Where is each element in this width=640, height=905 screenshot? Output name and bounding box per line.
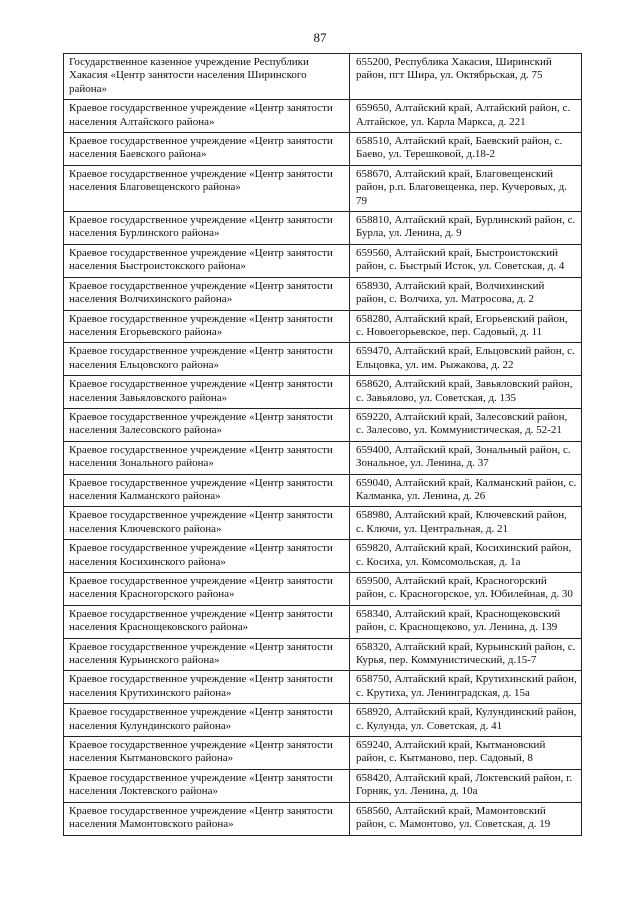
table-row [64, 737, 582, 770]
table-row [64, 441, 582, 474]
table-row [64, 769, 582, 802]
institution-address-cell: 659500, Алтайский край, Красногорский район, с. Красногорское, ул. Юбилейная, д. 30 [350, 573, 582, 606]
institution-name-cell: Краевое государственное учреждение «Центр занятости населения Кытмановского района» [64, 737, 350, 770]
institution-address-cell: 659240, Алтайский край, Кытмановский район, с. Кытманово, пер. Садовый, 8 [350, 737, 582, 770]
table-row [64, 408, 582, 441]
table-row [64, 343, 582, 376]
table-row [64, 310, 582, 343]
institution-name-cell: Краевое государственное учреждение «Центр занятости населения Крутихинского района» [64, 671, 350, 704]
institution-address-cell: 659470, Алтайский край, Ельцовский район, с. Ельцовка, ул. им. Рыжакова, д. 22 [350, 343, 582, 376]
table-row [64, 671, 582, 704]
institution-name-cell: Краевое государственное учреждение «Центр занятости населения Ключевского района» [64, 507, 350, 540]
institution-address-cell: 658420, Алтайский край, Локтевский район, г. Горняк, ул. Ленина, д. 10а [350, 769, 582, 802]
institution-name-cell: Краевое государственное учреждение «Центр занятости населения Курьинского района» [64, 638, 350, 671]
institution-address-cell: 658560, Алтайский край, Мамонтовский район, с. Мамонтово, ул. Советская, д. 19 [350, 802, 582, 835]
institution-address-cell: 659560, Алтайский край, Быстроистокский район, с. Быстрый Исток, ул. Советская, д. 4 [350, 244, 582, 277]
institution-address-cell: 658930, Алтайский край, Волчихинский район, с. Волчиха, ул. Матросова, д. 2 [350, 277, 582, 310]
institution-name-cell: Краевое государственное учреждение «Центр занятости населения Калманского района» [64, 474, 350, 507]
institution-name-cell: Краевое государственное учреждение «Центр занятости населения Краснощековского района» [64, 605, 350, 638]
institution-name-cell: Краевое государственное учреждение «Центр занятости населения Благовещенского района» [64, 165, 350, 211]
institution-name-cell: Краевое государственное учреждение «Центр занятости населения Баевского района» [64, 133, 350, 166]
institution-name-cell: Краевое государственное учреждение «Центр занятости населения Быстроистокского района» [64, 244, 350, 277]
table-row [64, 474, 582, 507]
institution-address-cell: 658340, Алтайский край, Краснощековский район, с. Краснощеково, ул. Ленина, д. 139 [350, 605, 582, 638]
institution-name-cell: Краевое государственное учреждение «Центр занятости населения Зонального района» [64, 441, 350, 474]
institution-name-cell: Краевое государственное учреждение «Центр занятости населения Завьяловского района» [64, 376, 350, 409]
table-row [64, 244, 582, 277]
table-row [64, 638, 582, 671]
institution-name-cell: Государственное казенное учреждение Республики Хакасия «Центр занятости населения Ширинского района» [64, 54, 350, 100]
institution-name-cell: Краевое государственное учреждение «Центр занятости населения Красногорского района» [64, 573, 350, 606]
institution-name-cell: Краевое государственное учреждение «Центр занятости населения Мамонтовского района» [64, 802, 350, 835]
institution-address-cell: 658320, Алтайский край, Курьинский район, с. Курья, пер. Коммунистический, д.15-7 [350, 638, 582, 671]
table-row [64, 507, 582, 540]
institution-address-cell: 659650, Алтайский край, Алтайский район, с. Алтайское, ул. Карла Маркса, д. 221 [350, 100, 582, 133]
institution-name-cell: Краевое государственное учреждение «Центр занятости населения Косихинского района» [64, 540, 350, 573]
institution-address-cell: 659820, Алтайский край, Косихинский район, с. Косиха, ул. Комсомольская, д. 1а [350, 540, 582, 573]
table-row [64, 704, 582, 737]
table-row [64, 573, 582, 606]
institution-address-cell: 658920, Алтайский край, Кулундинский район, с. Кулунда, ул. Советская, д. 41 [350, 704, 582, 737]
institution-address-cell: 659220, Алтайский край, Залесовский район, с. Залесово, ул. Коммунистическая, д. 52-21 [350, 408, 582, 441]
table-row [64, 605, 582, 638]
institution-name-cell: Краевое государственное учреждение «Центр занятости населения Локтевского района» [64, 769, 350, 802]
institution-name-cell: Краевое государственное учреждение «Центр занятости населения Ельцовского района» [64, 343, 350, 376]
table-row [64, 540, 582, 573]
institution-address-cell: 658280, Алтайский край, Егорьевский район, с. Новоегорьевское, пер. Садовый, д. 11 [350, 310, 582, 343]
table-body [64, 54, 582, 836]
institution-address-cell: 659400, Алтайский край, Зональный район, с. Зональное, ул. Ленина, д. 37 [350, 441, 582, 474]
page-number: 87 [313, 30, 327, 45]
table-row [64, 212, 582, 245]
institution-address-cell: 659040, Алтайский край, Калманский район, с. Калманка, ул. Ленина, д. 26 [350, 474, 582, 507]
institution-address-cell: 658980, Алтайский край, Ключевский район, с. Ключи, ул. Центральная, д. 21 [350, 507, 582, 540]
institution-name-cell: Краевое государственное учреждение «Центр занятости населения Залесовского района» [64, 408, 350, 441]
table-row [64, 54, 582, 100]
table-row [64, 802, 582, 835]
institution-address-cell: 658810, Алтайский край, Бурлинский район, с. Бурла, ул. Ленина, д. 9 [350, 212, 582, 245]
institution-address-cell: 658670, Алтайский край, Благовещенский район, р.п. Благовещенка, пер. Кучеровых, д. 79 [350, 165, 582, 211]
institution-name-cell: Краевое государственное учреждение «Центр занятости населения Егорьевского района» [64, 310, 350, 343]
institution-name-cell: Краевое государственное учреждение «Центр занятости населения Бурлинского района» [64, 212, 350, 245]
institution-name-cell: Краевое государственное учреждение «Центр занятости населения Волчихинского района» [64, 277, 350, 310]
institution-name-cell: Краевое государственное учреждение «Центр занятости населения Кулундинского района» [64, 704, 350, 737]
institution-address-cell: 658750, Алтайский край, Крутихинский район, с. Крутиха, ул. Ленинградская, д. 15а [350, 671, 582, 704]
table-row [64, 376, 582, 409]
employment-centers-table [63, 53, 582, 836]
table-row [64, 165, 582, 211]
institution-name-cell: Краевое государственное учреждение «Центр занятости населения Алтайского района» [64, 100, 350, 133]
institution-address-cell: 658510, Алтайский край, Баевский район, с. Баево, ул. Терешковой, д.18-2 [350, 133, 582, 166]
table-row [64, 100, 582, 133]
table-row [64, 277, 582, 310]
table-row [64, 133, 582, 166]
institution-address-cell: 655200, Республика Хакасия, Ширинский район, пгт Шира, ул. Октябрьская, д. 75 [350, 54, 582, 100]
institution-address-cell: 658620, Алтайский край, Завьяловский район, с. Завьялово, ул. Советская, д. 135 [350, 376, 582, 409]
